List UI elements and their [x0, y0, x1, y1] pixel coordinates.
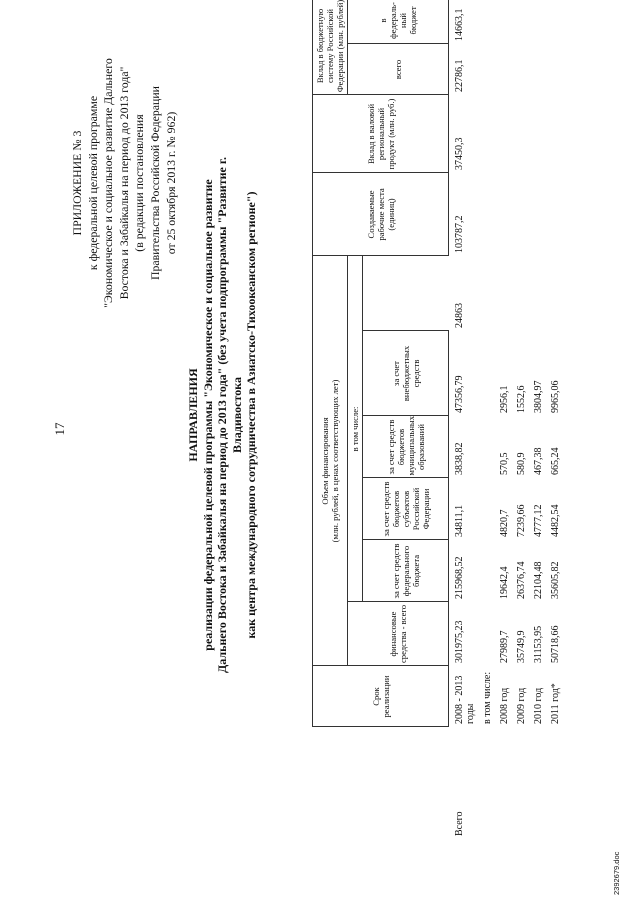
table-row	[513, 0, 530, 839]
cell-grp	[530, 173, 547, 256]
table-row	[479, 0, 496, 839]
appendix-line: Правительства Российской Федерации	[147, 86, 162, 280]
cell-jobs	[530, 256, 547, 331]
header-extra: за счет внебюджетных средств	[363, 331, 449, 416]
appendix-line: "Экономическое и социальное развитие Дальнего	[101, 58, 116, 308]
cell-budget-federal	[513, 44, 530, 95]
header-volume-unit: (млн. рублей, в ценах соответствующих лет)	[330, 379, 340, 543]
cell-jobs	[547, 256, 564, 331]
cell-budget-regional	[547, 0, 564, 44]
appendix-block	[70, 0, 179, 393]
cell-municipal: 580,9	[516, 452, 527, 475]
cell-federal: 35605,82	[550, 561, 561, 599]
financing-table	[312, 0, 564, 839]
header-federal: за счет средств федерального бюджета	[363, 540, 449, 602]
appendix-line: к федеральной целевой программе	[85, 95, 100, 271]
cell-municipal: 665,24	[550, 447, 561, 475]
cell-extra	[479, 331, 496, 416]
cell-budget-federal	[479, 44, 496, 95]
cell-regional: 4777,12	[533, 504, 544, 537]
cell-budget-regional	[513, 0, 530, 44]
cell-federal: 22104,48	[533, 561, 544, 599]
page-number: 17	[52, 422, 67, 436]
cell-budget-regional: 14663,1	[454, 8, 465, 41]
table-row	[547, 0, 564, 839]
heading-line: Дальнего Востока и Забайкалья на период до 2013 года" (без учета подпрограммы "Развитие г. Владивостока	[215, 157, 244, 673]
cell-jobs	[479, 256, 496, 331]
cell-total: 27989,7	[499, 630, 510, 663]
cell-extra: 9965,06	[550, 380, 561, 413]
cell-jobs	[496, 256, 513, 331]
cell-period: 2008 год	[499, 687, 510, 724]
cell-jobs: 24863	[453, 303, 465, 328]
blank-header-cell	[348, 727, 363, 839]
cell-extra: 2956,1	[499, 385, 510, 413]
cell-grp	[547, 173, 564, 256]
cell-period: 2010 год	[533, 687, 544, 724]
cell-regional: 4482,54	[550, 504, 561, 537]
cell-budget-total	[496, 95, 513, 173]
table-row	[449, 0, 480, 839]
appendix-line: от 25 октября 2013 г. № 962)	[163, 111, 178, 255]
file-name-footer: 2392679.doc	[612, 851, 621, 895]
cell-total: 31153,95	[533, 625, 544, 663]
cell-extra: 3804,97	[533, 380, 544, 413]
cell-municipal: 570,5	[499, 452, 510, 475]
cell-period: 2009 год	[516, 687, 527, 724]
cell-total: 301975,23	[454, 620, 465, 663]
header-budget-total: всего	[348, 44, 449, 95]
cell-budget-federal	[547, 44, 564, 95]
section-label: Всего	[453, 811, 465, 836]
cell-total: 35749,9	[516, 630, 527, 663]
cell-municipal	[479, 416, 496, 478]
header-jobs: Создаваемые рабочие места (единиц)	[313, 173, 449, 256]
cell-grp	[496, 173, 513, 256]
cell-budget-federal	[496, 44, 513, 95]
cell-budget-federal	[530, 44, 547, 95]
cell-budget-total	[479, 95, 496, 173]
header-volume-title: Объем финансирования	[320, 417, 330, 505]
cell-grp	[479, 173, 496, 256]
appendix-title: ПРИЛОЖЕНИЕ № 3	[70, 130, 84, 236]
cell-regional: 4820,7	[499, 509, 510, 537]
cell-municipal: 467,38	[533, 447, 544, 475]
cell-total	[479, 602, 496, 666]
heading-line: реализации федеральной целевой программы "Экономическое и социальное развитие	[200, 179, 215, 651]
cell-municipal: 3838,82	[454, 442, 465, 475]
cell-budget-total	[530, 95, 547, 173]
heading-title: НАПРАВЛЕНИЯ	[186, 368, 200, 462]
header-budget-federal: в федераль-ный бюджет	[348, 0, 449, 44]
cell-federal: 19642,4	[499, 566, 510, 599]
cell-budget-regional	[530, 0, 547, 44]
cell-total: 50718,66	[550, 625, 561, 663]
blank-header-cell	[363, 256, 449, 331]
cell-extra: 47356,79	[454, 375, 465, 413]
cell-jobs	[513, 256, 530, 331]
header-budget: Вклад в бюджетную систему Российской Федерации (млн. рублей)	[313, 0, 348, 95]
cell-grp: 103787,2	[454, 215, 465, 253]
appendix-line: Востока и Забайкалья на период до 2013 года"	[116, 66, 131, 300]
cell-period: 2008 - 2013 годы	[454, 675, 476, 724]
heading-line: как центра международного сотрудничества в Азиатско-Тихоокеанском регионе")	[244, 191, 259, 639]
blank-header-cell	[313, 727, 348, 839]
cell-extra: 1552,6	[516, 385, 527, 413]
cell-grp	[513, 173, 530, 256]
header-grp: Вклад в валовой региональный продукт (млн. руб.)	[313, 95, 449, 173]
cell-budget-regional	[496, 0, 513, 44]
cell-period: 2011 год*	[550, 683, 561, 724]
cell-federal: 215968,52	[454, 556, 465, 599]
cell-period: в том числе:	[482, 671, 493, 724]
header-regional: за счет средств бюджетов субъектов Российской Федерации	[363, 478, 449, 540]
header-municipal: за счет средств бюджетов муниципальных образований	[363, 416, 449, 478]
table-row	[496, 0, 513, 839]
cell-regional: 34811,1	[454, 504, 465, 537]
document-heading	[186, 135, 259, 695]
cell-budget-regional	[479, 0, 496, 44]
cell-regional	[479, 478, 496, 540]
header-total: финансовые средства - всего	[348, 602, 449, 666]
cell-budget-federal: 22786,1	[454, 59, 465, 92]
appendix-line: (в редакции постановления	[132, 114, 147, 252]
table-row	[530, 0, 547, 839]
cell-budget-total: 37450,3	[454, 137, 465, 170]
blank-header-cell	[363, 727, 449, 839]
cell-regional: 7239,66	[516, 504, 527, 537]
cell-budget-total	[513, 95, 530, 173]
header-period: Срок реализации	[313, 666, 449, 727]
cell-budget-total	[547, 95, 564, 173]
header-volume	[313, 256, 348, 666]
header-including: в том числе:	[348, 256, 363, 602]
cell-federal: 26376,74	[516, 561, 527, 599]
cell-federal	[479, 540, 496, 602]
